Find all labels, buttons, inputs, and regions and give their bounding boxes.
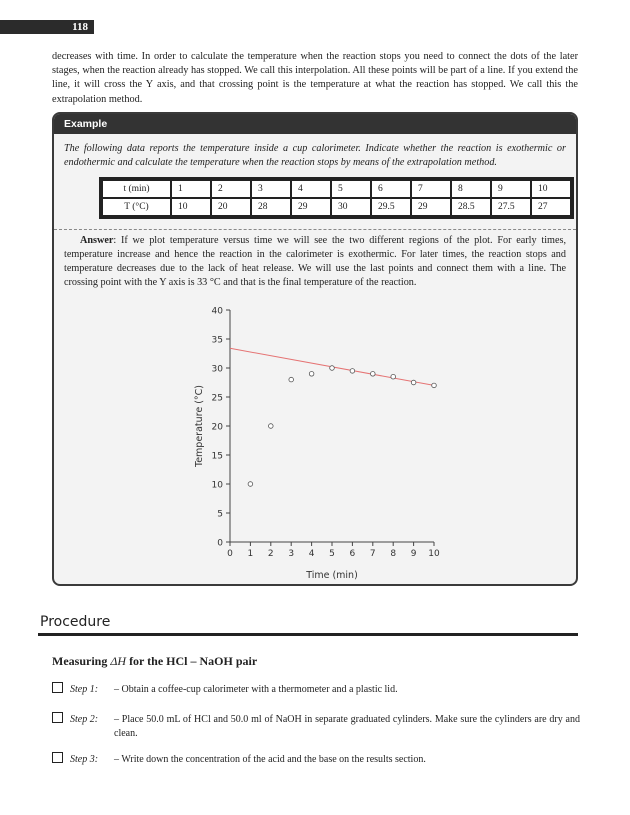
table-cell: 10 — [171, 198, 211, 216]
page-number: 118 — [0, 20, 94, 34]
table-cell: 5 — [331, 180, 371, 198]
subheading-suffix: for the HCl – NaOH pair — [126, 654, 258, 668]
table-cell: 3 — [251, 180, 291, 198]
y-tick-label: 20 — [211, 422, 223, 433]
x-tick-label: 9 — [410, 549, 417, 559]
step-label: Step 3: — [70, 754, 99, 765]
procedure-subheading — [52, 654, 257, 669]
y-tick-label: 30 — [211, 364, 223, 375]
data-point — [432, 383, 437, 388]
table-header-time: t (min) — [102, 180, 171, 198]
x-tick-label: 5 — [329, 549, 335, 559]
y-tick-label: 10 — [211, 480, 223, 491]
example-question: The following data reports the temperature inside a cup calorimeter. Indicate whether the reaction is exothermic or endothermic and calculate the temperature when the reaction stops by means of the extrapolation method. — [64, 143, 566, 168]
table-cell: 20 — [211, 198, 251, 216]
y-tick-label: 35 — [211, 335, 223, 346]
x-tick-label: 0 — [227, 549, 233, 559]
table-cell: 29 — [291, 198, 331, 216]
step-label: Step 2: — [70, 714, 99, 725]
table-cell: 29 — [411, 198, 451, 216]
x-tick-label: 1 — [247, 549, 254, 559]
table-cell: 27 — [531, 198, 571, 216]
step-2-checkbox[interactable] — [52, 712, 63, 723]
x-tick-label: 8 — [390, 549, 397, 559]
data-point — [371, 372, 376, 377]
delta-h-symbol: ΔH — [110, 654, 127, 668]
table-cell: 1 — [171, 180, 211, 198]
x-tick-label: 2 — [267, 549, 274, 559]
x-tick-label: 4 — [308, 549, 315, 559]
table-header-temperature: T (°C) — [102, 198, 171, 216]
table-cell: 10 — [531, 180, 571, 198]
table-cell: 29.5 — [371, 198, 411, 216]
data-point — [269, 424, 274, 429]
answer-label: Answer — [80, 235, 114, 246]
table-cell: 28 — [251, 198, 291, 216]
x-tick-label: 3 — [288, 549, 295, 559]
table-cell: 4 — [291, 180, 331, 198]
step-3 — [52, 752, 580, 768]
answer-paragraph — [64, 234, 566, 290]
x-tick-label: 6 — [349, 549, 356, 559]
procedure-heading: Procedure — [40, 614, 111, 630]
step-1 — [52, 682, 580, 698]
answer-text: : If we plot temperature versus time we will see the two different regions of the plot. For early times, temperature increase and hence the reaction in the calorimeter is exothermic. For later times, the reaction stops and temperature decreases due to the lack of heat release. We will use the last points and connect them with a line. The crossing point with the Y axis is 33 °C and that is the final temperature of the reaction. — [64, 235, 566, 288]
data-point — [248, 482, 253, 487]
y-tick-label: 5 — [217, 509, 223, 520]
y-tick-label: 0 — [217, 538, 223, 549]
data-point — [330, 366, 335, 371]
x-tick-label: 10 — [428, 549, 440, 559]
data-point — [309, 372, 314, 377]
table-cell: 30 — [331, 198, 371, 216]
table-cell: 27.5 — [491, 198, 531, 216]
y-tick-label: 40 — [211, 306, 223, 317]
data-point — [411, 380, 416, 385]
step-3-checkbox[interactable] — [52, 752, 63, 763]
step-2 — [52, 712, 580, 742]
temperature-time-chart — [184, 294, 484, 584]
y-tick-label: 25 — [211, 393, 223, 404]
table-cell: 2 — [211, 180, 251, 198]
table-cell: 8 — [451, 180, 491, 198]
step-text: – Place 50.0 mL of HCl and 50.0 ml of NaOH in separate graduated cylinders. Make sure the cylinders are dry and clean. — [114, 714, 580, 739]
procedure-rule — [38, 633, 578, 636]
step-text: – Write down the concentration of the acid and the base on the results section. — [114, 754, 426, 765]
intro-paragraph: decreases with time. In order to calculate the temperature when the reaction stops you need to connect the dots of the later stages, when the reaction already has stopped. We call this interpolation. All these points will be part of a line. If you extend the line, it will cross the Y axis, and that crossing point is the temperature at what the reaction has stopped. We call this the extrapolation method. — [52, 51, 578, 105]
data-point — [391, 374, 396, 379]
x-axis-label: Time (min) — [306, 570, 358, 581]
step-1-checkbox[interactable] — [52, 682, 63, 693]
table-cell: 7 — [411, 180, 451, 198]
step-text: – Obtain a coffee-cup calorimeter with a thermometer and a plastic lid. — [114, 684, 398, 695]
step-label: Step 1: — [70, 684, 99, 695]
table-cell: 9 — [491, 180, 531, 198]
subheading-prefix: Measuring — [52, 654, 111, 668]
y-tick-label: 15 — [211, 451, 223, 462]
table-cell: 28.5 — [451, 198, 491, 216]
example-box — [52, 112, 578, 586]
table-cell: 6 — [371, 180, 411, 198]
y-axis-label: Temperature (°C) — [194, 385, 205, 467]
example-divider — [54, 229, 576, 230]
data-table — [99, 177, 574, 219]
x-tick-label: 7 — [369, 549, 376, 559]
data-point — [350, 369, 355, 374]
table-row — [102, 198, 571, 216]
table-row — [102, 180, 571, 198]
example-header: Example — [54, 114, 576, 134]
data-point — [289, 377, 294, 382]
